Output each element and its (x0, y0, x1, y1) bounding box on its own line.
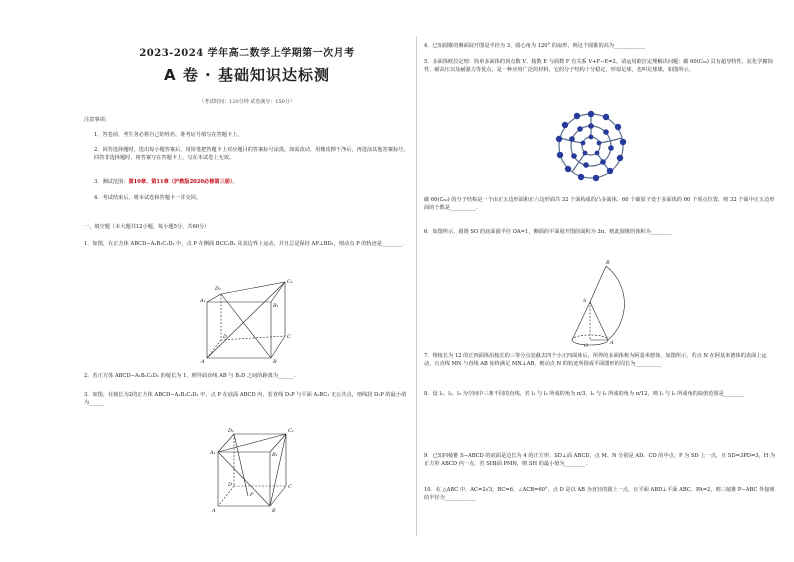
cone-figure (550, 258, 646, 350)
question-9: 9．已知四棱锥 S−ABCD 的底面是边长为 4 的正方形，SD⊥面 ABCD，点 M、N 分别是 AD、CD 的中点，P 为 SD 上一点，且 SD=3PD=3，H 为正方形 ABCD 内一点，若 SH∥面 PMN，则 SH 的最小值为________. (424, 453, 776, 467)
diagonal (221, 294, 271, 358)
hidden-edge (221, 336, 285, 340)
question-3: 3．如图，在棱长为2的正方体 ABCD−A₁B₁C₁D₁ 中，点 P 在底面 ABCD 内，若直线 D₁P 与平面 A₁BC₁ 无公共点，则线段 D₁P 的最小值为______ (84, 392, 407, 406)
right-column (424, 0, 776, 562)
question-6: 6．如图所示，圆锥 SO 的底面圆半径 OA=1，侧面的平面展开图的面积为 3π，则此圆锥的体积为________ (424, 229, 672, 235)
hidden-edge (218, 486, 234, 506)
face-diagonal (270, 434, 286, 506)
vertex-label: P (250, 492, 254, 498)
face-diagonal (218, 434, 286, 452)
vertex-label: D (223, 334, 228, 340)
question-5-body: 碳 60(C₆₀) 的分子结构是一个由正五边形面和正六边形面共 32 个面构成的凸多面体，60 个碳原子处于多面体的 60 个顶点位置，则 32 个面中正五边形面的个数是__________. (424, 197, 775, 211)
notice-heading: 注意事项： (84, 117, 110, 123)
question-1: 1．如图，在正方体 ABCD−A₁B₁C₁D₁ 中，点 P 在侧面 BCC₁B₁ 及其边界上运动，并且总是保持 AP⊥BD₁，则动点 P 的轨迹是________. (84, 241, 405, 247)
vertex-label: B (273, 359, 277, 364)
c60-molecule-figure (548, 106, 634, 186)
question-5-intro: 5．多面体欧拉定理：简单多面体的顶点数 V、棱数 E 与面数 F 有关系 V+F−E=2。请运用欧拉定理解决问题：碳 60(C₆₀) 具有超导特性、抗化学腐蚀性、耐高压以及耐强力等优点，是一种应用广泛的材料，它的分子结构十分稳定，形似足球，也叫足球烯，如图所示。 (424, 59, 773, 73)
edge (270, 434, 286, 452)
vertex-label: C₁ (288, 428, 294, 434)
notice-3 (94, 178, 410, 186)
point-label: B (606, 260, 610, 266)
edge (218, 434, 234, 452)
sector-edge-sb (590, 266, 606, 302)
edge (271, 336, 285, 358)
vertex-label: D₁ (215, 286, 222, 292)
cube-figure-3 (204, 426, 300, 516)
exam-meta: （考试时间：120分钟 试卷满分：150分） (199, 99, 295, 105)
vertex-label: B₁ (272, 452, 278, 458)
exam-title: 2023-2024 学年高二数学上学期第一次月考 (139, 48, 355, 59)
section-heading: 一、填空题（本大题共12小题，每小题5分，共60分） (84, 224, 210, 230)
column-divider (416, 36, 417, 536)
point-label: A (610, 340, 614, 346)
vertex-label: C (287, 334, 291, 340)
edge (221, 282, 285, 294)
notice-3-suffix: 。 (232, 179, 238, 185)
notice-3-prefix: 3．测试范围： (94, 179, 129, 185)
notice-3-range: 第10章、第11章（沪教版2020必修第三册） (128, 179, 233, 185)
vertex-label: C (288, 484, 292, 490)
vertex-label: A₁ (210, 450, 216, 456)
cone-generatrix (572, 302, 590, 340)
exam-subtitle: A 卷 · 基础知识达标测 (164, 66, 330, 84)
segment-d1p (234, 434, 248, 496)
vertex-label: C₁ (287, 279, 293, 285)
edge (207, 294, 221, 302)
vertex-label: A₁ (200, 298, 206, 304)
vertex-label: B₁ (273, 303, 279, 309)
hidden-edge (207, 340, 221, 358)
question-4: 4．已知圆锥的侧面展开图是半径为 3，圆心角为 120° 的扇形，则这个圆锥的高为____________ (424, 43, 646, 49)
vertex-label: A (212, 508, 216, 514)
diagonal (207, 282, 285, 358)
vertex-label: D₁ (228, 428, 235, 434)
left-column (84, 0, 410, 562)
vertex-label: B (272, 508, 276, 514)
vertex-label: D (228, 482, 233, 488)
point-label: O (584, 343, 589, 349)
sector-edge (590, 302, 608, 340)
question-7: 7．将棱长为 12 的正四面体沿棱长的三等分点处截去四个小正四面体后，所得的多面体称为阿基米德体，如图所示，若点 N 在阿基米德体的表面上运动，且直线 MN 与直线 AB 始终满足 MN⊥AB，则动点 N 的轨迹所围成平面图形的周长为__________ (424, 353, 767, 367)
notice-1: 1．答卷前，考生务必将自己的姓名、准考证号填写在答题卡上。 (94, 132, 243, 138)
point-label: S (583, 298, 587, 304)
vertex-label: A (201, 359, 205, 364)
cube-figure-1 (199, 274, 299, 364)
notice-2: 2．回答选择题时，选出每小题答案后，用铅笔把答题卡上对应题目的答案标号涂黑。如需改动，用橡皮擦干净后，再选涂其他答案标号。回答非选择题时，将答案写在答题卡上。写在本试卷上无效。 (94, 147, 409, 161)
question-2: 2．若正方体 ABCD−A₁B₁C₁D₁ 的棱长为 1，则异面直线 AB 与 B₁D 之间的距离为______. (84, 373, 296, 379)
sector-arc (606, 266, 624, 340)
question-10: 10．在 △ABC 中，AC=2√3，BC=6，∠ACB=60°，点 D 是以 AB 为直径的圆上一点，且平面 ABD⊥平面 ABC，PA=2，则三棱锥 P−ABC 外接球的半径为____________ (424, 487, 775, 501)
cone-base-front (572, 340, 608, 345)
notice-4: 4．考试结束后，将本试卷和答题卡一并交回。 (94, 195, 202, 201)
question-8: 8．设 l₁、l₂、l₃ 为空间中三条不同的直线，若 l₁ 与 l₂ 所成的角为 π/3，l₂ 与 l₃ 所成的角为 π/12，则 l₁ 与 l₃ 所成角的取值范围是________ (424, 391, 745, 397)
edge (271, 282, 285, 302)
